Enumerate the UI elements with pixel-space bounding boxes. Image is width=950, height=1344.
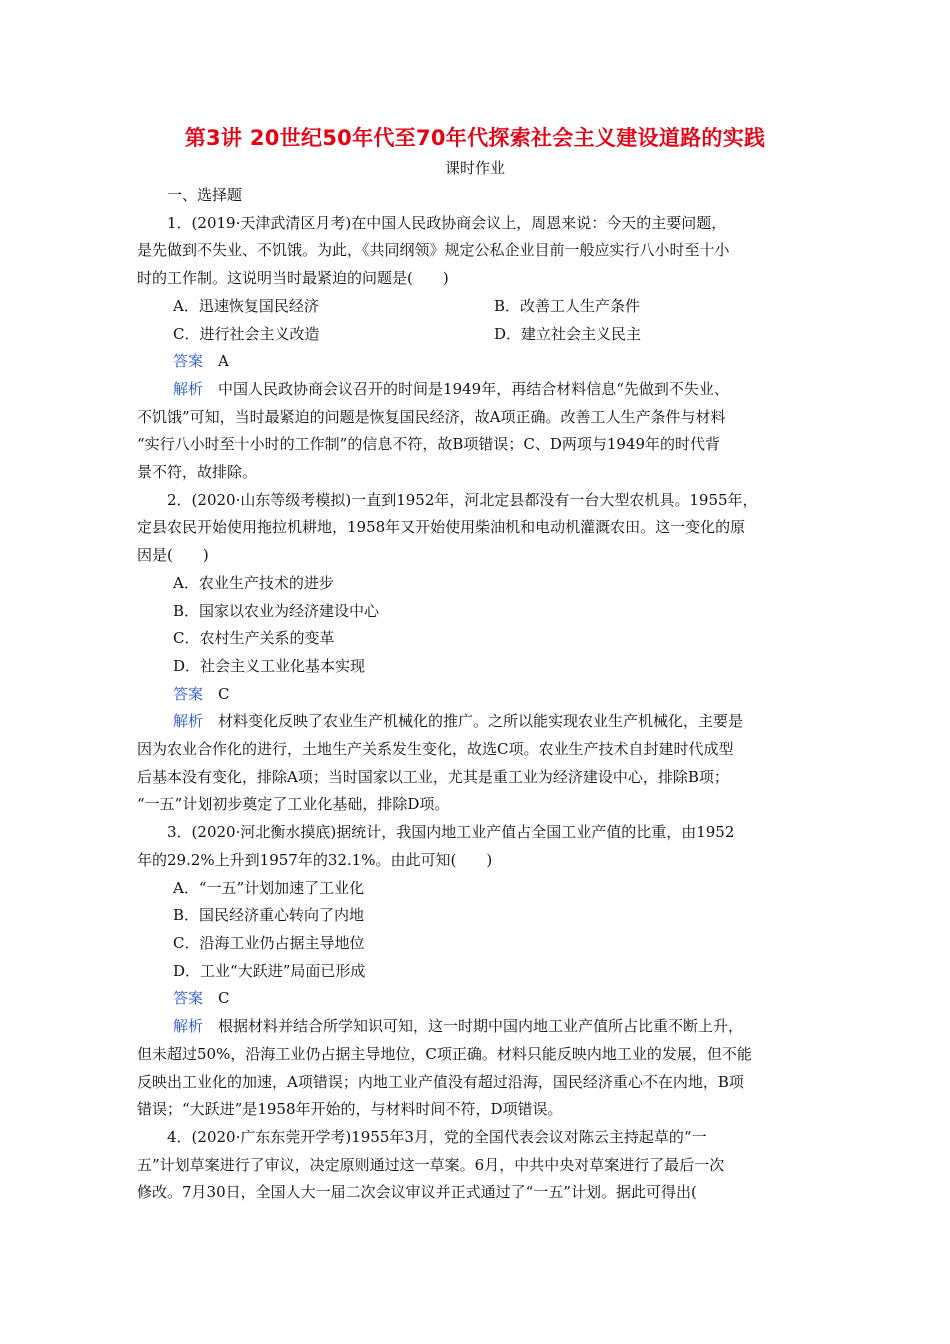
option-c: C．沿海工业仍占据主导地位 xyxy=(173,933,365,952)
question-3 xyxy=(137,819,815,1124)
question-text-line: 修改。7月30日，全国人大一届二次会议审议并正式通过了“一五”计划。据此可得出( xyxy=(137,1183,697,1202)
option-b: B．改善工人生产条件 xyxy=(494,296,641,315)
question-text-line: 年的29.2%上升到1957年的32.1%。由此可知( ) xyxy=(137,850,493,869)
answer-label: 答案 xyxy=(173,989,204,1008)
analysis-label: 解析 xyxy=(173,712,204,731)
analysis-label: 解析 xyxy=(173,379,204,398)
analysis-label: 解析 xyxy=(173,1017,204,1036)
analysis-text: 景不符，故排除。 xyxy=(137,463,258,482)
option-row xyxy=(137,321,815,349)
analysis-text: 中国人民政协商会议召开的时间是1949年，再结合材料信息“先做到不失业、 xyxy=(218,379,729,398)
analysis-text: “一五”计划初步奠定了工业化基础，排除D项。 xyxy=(137,795,450,814)
analysis-text: 不饥饿”可知，当时最紧迫的问题是恢复国民经济，故A项正确。改善工人生产条件与材料 xyxy=(137,407,726,426)
option-row xyxy=(137,293,815,321)
question-text-line: 4．(2020·广东东莞开学考)1955年3月，党的全国代表会议对陈云主持起草的“一 xyxy=(167,1127,707,1146)
question-text-line: 时的工作制。这说明当时最紧迫的问题是( ) xyxy=(137,269,449,288)
analysis-text: 材料变化反映了农业生产机械化的推广。之所以能实现农业生产机械化，主要是 xyxy=(218,712,744,731)
option-d: D．社会主义工业化基本实现 xyxy=(173,656,366,675)
question-text-line: 3．(2020·河北衡水摸底)据统计，我国内地工业产值占全国工业产值的比重，由1952 xyxy=(167,823,735,842)
question-4 xyxy=(137,1124,815,1207)
answer-line xyxy=(137,348,815,376)
option-a: A．迅速恢复国民经济 xyxy=(173,296,319,315)
option-b: B．国家以农业为经济建设中心 xyxy=(173,601,380,620)
analysis-text: 但未超过50%，沿海工业仍占据主导地位，C项正确。材料只能反映内地工业的发展，但不能 xyxy=(137,1044,752,1063)
analysis-text: 根据材料并结合所学知识可知，这一时期中国内地工业产值所占比重不断上升， xyxy=(218,1017,744,1036)
question-1 xyxy=(137,210,815,487)
question-text-line: 五”计划草案进行了审议，决定原则通过这一草案。6月，中共中央对草案进行了最后一次 xyxy=(137,1155,725,1174)
question-text-line: 是先做到不失业、不饥饿。为此，《共同纲领》规定公私企业目前一般应实行八小时至十小 xyxy=(137,241,730,260)
question-text-line: 定县农民开始使用拖拉机耕地，1958年又开始使用柴油机和电动机灌溉农田。这一变化的原 xyxy=(137,518,746,537)
option-c: C．进行社会主义改造 xyxy=(173,324,320,343)
page-subtitle: 课时作业 xyxy=(444,159,505,177)
option-d: D．建立社会主义民主 xyxy=(494,324,642,343)
question-text-line: 1．(2019·天津武清区月考)在中国人民政协商会议上，周恩来说：今天的主要问题， xyxy=(167,213,727,232)
question-text-line: 因是( ) xyxy=(137,546,209,565)
answer-label: 答案 xyxy=(173,352,204,371)
analysis-text: “实行八小时至十小时的工作制”的信息不符，故B项错误；C、D两项与1949年的时代背 xyxy=(137,435,721,454)
option-c: C．农村生产关系的变革 xyxy=(173,629,335,648)
analysis-line xyxy=(137,1013,815,1041)
option-a: A．农业生产技术的进步 xyxy=(173,573,334,592)
document-body xyxy=(137,182,815,1207)
section-heading: 一、选择题 xyxy=(167,186,243,204)
page-title: 第3讲 20世纪50年代至70年代探索社会主义建设道路的实践 xyxy=(184,126,766,150)
analysis-text: 后基本没有变化，排除A项；当时国家以工业，尤其是重工业为经济建设中心，排除B项； xyxy=(137,767,729,786)
answer-line xyxy=(137,681,815,709)
analysis-text: 错误；“大跃进”是1958年开始的，与材料时间不符，D项错误。 xyxy=(137,1100,563,1119)
analysis-line xyxy=(137,376,815,404)
answer-label: 答案 xyxy=(173,684,204,703)
answer-line xyxy=(137,985,815,1013)
analysis-text: 因为农业合作化的进行，土地生产关系发生变化，故选C项。农业生产技术自封建时代成型 xyxy=(137,740,734,759)
answer-value: C xyxy=(218,989,230,1008)
analysis-text: 反映出工业化的加速，A项错误；内地工业产值没有超过沿海，国民经济重心不在内地，B项 xyxy=(137,1072,744,1091)
answer-value: C xyxy=(218,684,230,703)
option-d: D．工业“大跃进”局面已形成 xyxy=(173,961,366,980)
option-a: A．“一五”计划加速了工业化 xyxy=(173,878,365,897)
answer-value: A xyxy=(218,352,229,371)
question-text-line: 2．(2020·山东等级考模拟)一直到1952年，河北定县都没有一台大型农机具。1955年， xyxy=(167,490,758,509)
analysis-line xyxy=(137,708,815,736)
question-2 xyxy=(137,487,815,819)
option-b: B．国民经济重心转向了内地 xyxy=(173,906,365,925)
